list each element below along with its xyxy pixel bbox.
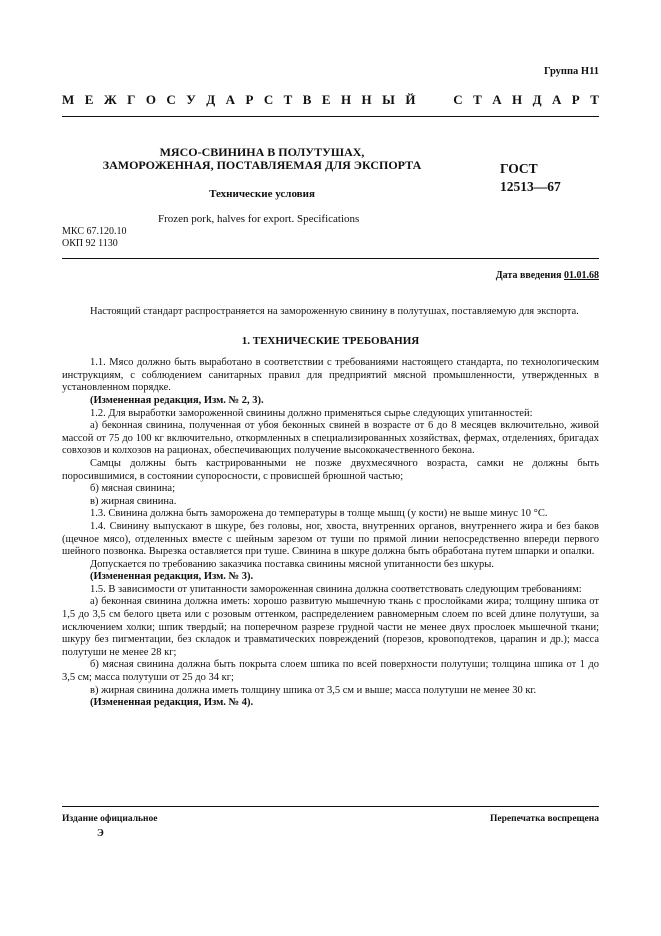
introduction-date <box>496 270 599 281</box>
banner-letter: М <box>62 92 75 107</box>
okp-code: ОКП 92 1130 <box>62 238 118 249</box>
mks-code: МКС 67.120.10 <box>62 226 127 237</box>
clause-1-2: 1.2. Для выработки замороженной свинины должно применяться сырье следующих упитанностей: <box>90 407 533 419</box>
revision-note: (Измененная редакция, Изм. № 2, 3). <box>90 394 264 406</box>
clause-1-1: 1.1. Мясо должно быть выработано в соответствии с требованиями настоящего стандарта, по технологическим инструкциям, с соблюдением санитарных правил для предприятий мясной промышленности, утвержденных в установленном порядке. <box>62 357 599 394</box>
banner-letter: Т <box>590 92 599 107</box>
banner-letter: Ж <box>103 92 117 107</box>
banner-rule <box>62 116 599 117</box>
clause-1-5-b: б) мясная свинина должна быть покрыта слоем шпика по всей поверхности полутуши; толщина шпика от 1 до 3,5 см; масса полутуши от 25 до 34 кг; <box>62 659 599 684</box>
banner-letter: Н <box>361 92 372 107</box>
banner-letter: О <box>145 92 156 107</box>
banner-letter: Г <box>127 92 136 107</box>
banner-letter: Д <box>532 92 542 107</box>
scope-paragraph: Настоящий стандарт распространяется на замороженную свинину в полутушах, поставляемую для экспорта. <box>90 306 579 317</box>
banner-letter <box>426 92 429 108</box>
banner-letter: С <box>263 92 274 107</box>
banner-letter: Е <box>321 92 331 107</box>
clause-1-3: 1.3. Свинина должна быть заморожена до температуры в толще мышц (у кости) не выше минус 10 °С. <box>90 508 548 520</box>
intro-date-label: Дата введения <box>495 270 562 281</box>
section-heading: 1. ТЕХНИЧЕСКИЕ ТРЕБОВАНИЯ <box>241 334 420 347</box>
document-title <box>62 146 462 172</box>
standard-banner <box>62 92 599 108</box>
clause-1-4: 1.4. Свинину выпускают в шкуре, без головы, ног, хвоста, внутренних органов, внутреннего жира и без баков (щечное мясо), отделенных вместе с шейным зарезом от туши по прямой линии непосредственно впереди первого шейного позвонка. Вырезка оставляется при туше. Свинина в шкуре должна быть обработана путем шпарки и опалки. <box>62 520 599 558</box>
edition-mark: Э <box>97 828 104 839</box>
footer-rule <box>62 806 599 807</box>
intro-date-value: 01.01.68 <box>564 270 599 281</box>
banner-letter: А <box>492 92 502 107</box>
document-subtitle: Технические условия <box>209 188 315 200</box>
banner-letter: У <box>186 92 196 107</box>
revision-note: (Измененная редакция, Изм. № 3). <box>90 571 254 583</box>
banner-letter: Т <box>473 92 482 107</box>
header-rule <box>62 258 599 259</box>
clause-1-2-a: а) беконная свинина, полученная от убоя беконных свиней в возрасте от 6 до 8 месяцев включительно, живой массой от 75 до 100 кг включительно, откормленных в специализированных хозяйствах, фермах, отделениях, бригадах совхозов и колхозов на рационах, обеспечивающих получение высококачественного бекона. <box>62 420 599 457</box>
banner-letter: Е <box>84 92 94 107</box>
banner-letter: Р <box>245 92 254 107</box>
clause-1-5-c: в) жирная свинина должна иметь толщину шпика от 3,5 см и выше; масса полутуши не менее 30 кг. <box>90 684 537 696</box>
banner-letter: С <box>453 92 463 107</box>
official-edition: Издание официальное <box>62 814 158 824</box>
revision-note: (Измененная редакция, Изм. № 4). <box>90 697 254 709</box>
banner-letter: Н <box>340 92 352 107</box>
english-title: Frozen pork, halves for export. Specifications <box>158 213 360 225</box>
document-body <box>62 306 599 710</box>
banner-letter: Н <box>512 92 523 107</box>
clause-1-2-note: Самцы должны быть кастрированными не позже двухмесячного возраста, самки не должны быть поросившимися, в состоянии супоросности, с провисшей брюшной частью; <box>62 457 599 482</box>
banner-letter: Й <box>405 92 416 107</box>
banner-letter: Д <box>206 92 216 107</box>
classification-codes <box>62 226 126 250</box>
clause-1-2-b: б) мясная свинина; <box>90 483 176 495</box>
clause-1-4-note: Допускается по требованию заказчика поставка свинины мясной упитанности без шкуры. <box>90 558 494 570</box>
banner-letter: В <box>302 92 312 107</box>
group-code: Группа Н11 <box>543 66 599 77</box>
reprint-prohibited: Перепечатка воспрещена <box>489 814 599 824</box>
clause-1-5: 1.5. В зависимости от упитанности замороженная свинина должна соответствовать следующим требованиям: <box>90 583 582 595</box>
banner-letter: Т <box>283 92 293 107</box>
clause-1-5-a: а) беконная свинина должна иметь: хорошо развитую мышечную ткань с прослойками жира; толщину шпика от 1,5 до 3,5 см белого цвета или с розовым оттенком, распределением равномерным слоем по всей длине полутуши, за исключением холки; шпик твердый; на поперечном разрезе грудной части не менее двух прослоек мышечной ткани; шкуру без пигментации, без складок и травматических повреждений (порезов, кровоподтеков, царапин и др.); масса полутуши не менее 28 кг; <box>62 596 599 658</box>
banner-letter: Р <box>571 92 580 107</box>
banner-letter: А <box>551 92 562 107</box>
gost-designation <box>500 160 561 196</box>
banner-letter <box>440 92 443 108</box>
gost-label: ГОСТ <box>500 161 538 176</box>
banner-letter: А <box>225 92 235 107</box>
title-line-2: ЗАМОРОЖЕННАЯ, ПОСТАВЛЯЕМАЯ ДЛЯ ЭКСПОРТА <box>102 158 422 172</box>
gost-number: 12513—67 <box>500 179 561 194</box>
banner-letter: Ы <box>382 92 395 107</box>
clause-1-2-c: в) жирная свинина. <box>90 495 177 507</box>
title-line-1: МЯСО-СВИНИНА В ПОЛУТУШАХ, <box>159 145 365 159</box>
banner-letter: С <box>166 92 176 107</box>
